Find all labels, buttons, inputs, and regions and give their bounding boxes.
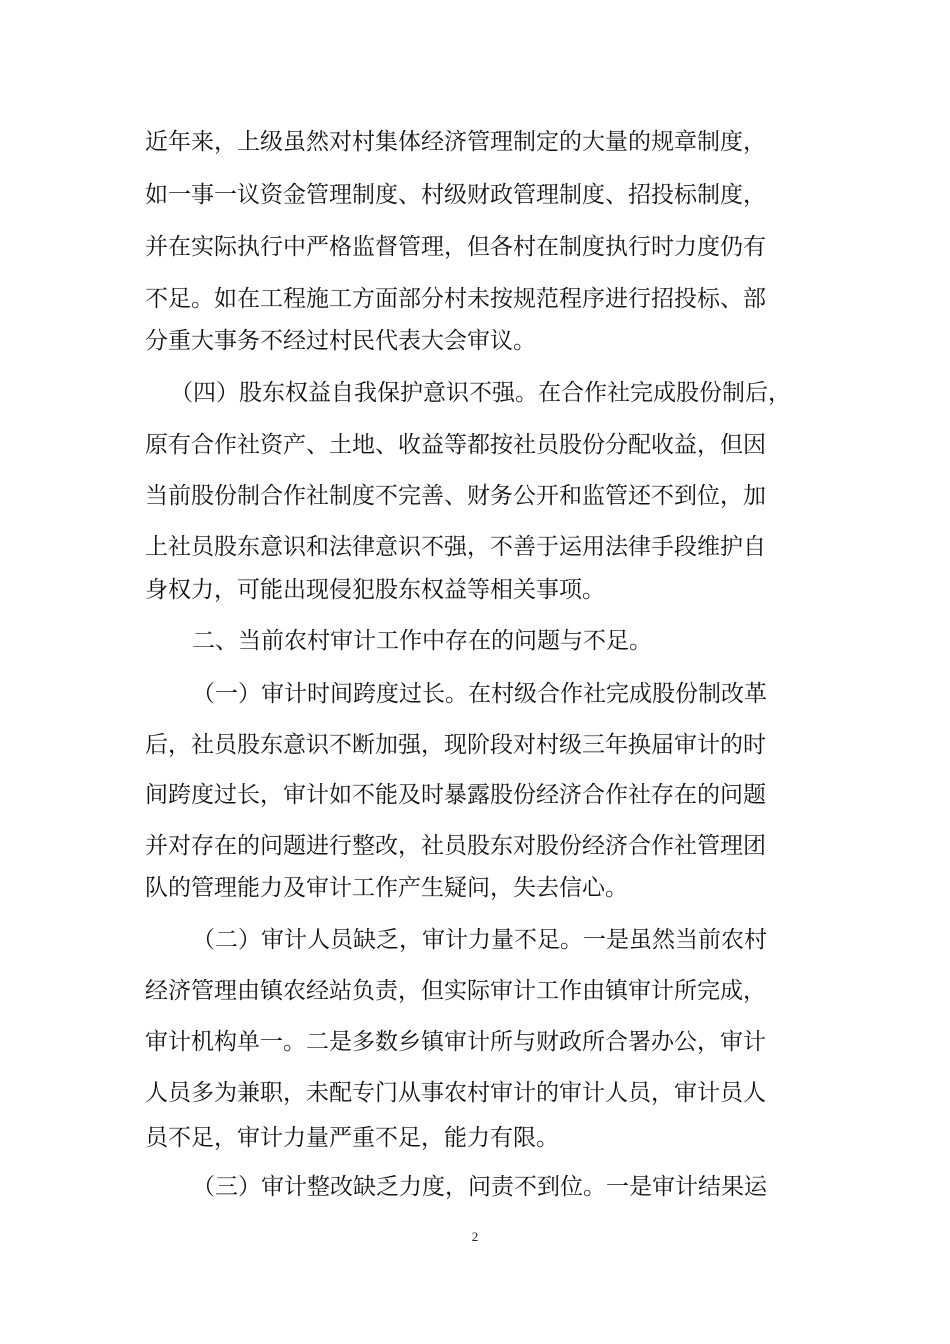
text-line: （二）审计人员缺乏，审计力量不足。一是虽然当前农村 [192,927,767,953]
text-line: 后，社员股东意识不断加强，现阶段对村级三年换届审计的时 [145,732,766,758]
text-line: 分重大事务不经过村民代表大会审议。 [145,328,536,354]
text-line: 并在实际执行中严格监督管理，但各村在制度执行时力度仍有 [145,234,766,260]
text-line: 上社员股东意识和法律意识不强，不善于运用法律手段维护自 [145,534,766,560]
text-line: 并对存在的问题进行整改，社员股东对股份经济合作社管理团 [145,833,766,859]
text-line: 队的管理能力及审计工作产生疑问，失去信心。 [145,875,628,901]
text-line: 身权力，可能出现侵犯股东权益等相关事项。 [145,577,605,603]
text-line: 如一事一议资金管理制度、村级财政管理制度、招投标制度， [145,182,766,208]
text-line: （三）审计整改缺乏力度，问责不到位。一是审计结果运 [192,1174,767,1200]
text-line: 原有合作社资产、土地、收益等都按社员股份分配收益，但因 [145,432,766,458]
text-line: 人员多为兼职，未配专门从事农村审计的审计人员，审计员人 [145,1080,766,1106]
text-line: 当前股份制合作社制度不完善、财务公开和监管还不到位，加 [145,483,766,509]
section-heading: 二、当前农村审计工作中存在的问题与不足。 [192,628,652,654]
text-line: 员不足，审计力量严重不足，能力有限。 [145,1125,559,1151]
text-line: （一）审计时间跨度过长。在村级合作社完成股份制改革 [192,681,767,707]
text-line: 经济管理由镇农经站负责，但实际审计工作由镇审计所完成， [145,978,766,1004]
text-line: 审计机构单一。二是多数乡镇审计所与财政所合署办公，审计 [145,1029,766,1055]
text-line: （四）股东权益自我保护意识不强。在合作社完成股份制后， [170,380,791,406]
text-line: 近年来，上级虽然对村集体经济管理制定的大量的规章制度， [145,129,766,155]
text-line: 不足。如在工程施工方面部分村未按规范程序进行招投标、部 [145,286,766,312]
page-number: 2 [471,1229,479,1244]
text-line: 间跨度过长，审计如不能及时暴露股份经济合作社存在的问题 [145,782,766,808]
